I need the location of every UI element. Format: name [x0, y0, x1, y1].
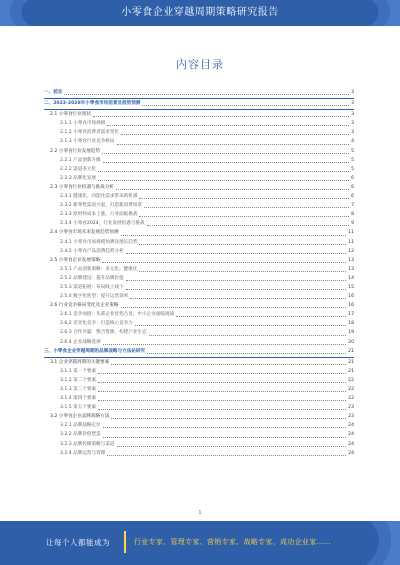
toc-entry[interactable]	[44, 358, 354, 367]
toc-entry-page: 24	[348, 450, 354, 456]
toc-dot-leader	[149, 334, 346, 336]
footer-tagline: 行业专家、管理专家、营销专家、战略专家、成功企业家……	[134, 538, 332, 546]
toc-entry-label: 2.6 行业竞争格局变化及企业策略	[50, 303, 119, 309]
toc-entry-label: 2.2 小零食行业发展趋势	[50, 148, 101, 154]
toc-entry-label: 2.3.3 原材料成本上涨，行业面临挑战	[60, 212, 138, 218]
toc-entry[interactable]	[44, 238, 354, 247]
toc-entry-page: 11	[348, 230, 354, 236]
toc-entry[interactable]	[44, 99, 354, 108]
toc-entry[interactable]	[44, 219, 354, 228]
toc-entry-page: 23	[348, 414, 354, 420]
toc-entry-label: 2.6.2 差异化竞争：打造核心竞争力	[60, 321, 133, 327]
toc-entry-label: 2.4.2 小零食产品消费趋势分析	[60, 248, 124, 254]
toc-entry-page: 20	[348, 339, 354, 345]
toc-entry[interactable]	[44, 367, 354, 376]
toc-entry-label: 2.1.1 小零食市场规模	[60, 121, 106, 127]
toc-dot-leader	[139, 243, 346, 245]
toc-entry-page: 21	[348, 348, 354, 354]
toc-entry[interactable]	[44, 310, 354, 319]
toc-entry-label: 一、前言	[44, 90, 63, 95]
toc-entry-page: 15	[348, 284, 354, 290]
toc-dot-leader	[103, 426, 346, 428]
toc-entry[interactable]	[44, 376, 354, 385]
toc-entry-page: 18	[348, 321, 354, 327]
toc-dot-leader	[64, 93, 349, 95]
toc-entry-page: 6	[351, 194, 354, 200]
toc-dot-leader	[126, 252, 346, 254]
toc-entry-label: 2.2.3 品牌化发展	[60, 175, 97, 181]
toc-entry[interactable]	[44, 88, 354, 97]
toc-entry-label: 3.1.4 第四个要素	[60, 396, 97, 402]
toc-entry-page: 23	[348, 405, 354, 411]
toc-entry-page: 17	[348, 312, 354, 318]
toc-entry-label: 3.1 企业穿越周期的关键要素	[50, 359, 110, 365]
toc-dot-leader	[135, 324, 346, 326]
toc-entry-page: 4	[351, 139, 354, 145]
toc-entry-page: 3	[351, 101, 354, 107]
report-title: 小零食企业穿越周期策略研究报告	[121, 7, 279, 18]
toc-dot-leader	[121, 133, 349, 135]
toc-dot-leader	[121, 234, 347, 236]
toc-entry[interactable]	[44, 128, 354, 137]
toc-entry-label: 2.4.1 小零食市场规模预测及增长趋势	[60, 239, 138, 245]
toc-dot-leader	[142, 104, 349, 106]
toc-entry-label: 3.1.3 第三个要素	[60, 387, 97, 392]
toc-entry-page: 6	[351, 184, 354, 190]
toc-entry-page: 5	[351, 157, 354, 163]
report-header	[0, 0, 400, 26]
toc-entry-label: 3.2.1 品牌战略定位	[60, 423, 101, 429]
toc-entry-label: 2.3.2 新零售渠道兴起，打造新消费场景	[60, 203, 143, 209]
toc-entry[interactable]	[44, 256, 354, 265]
toc-entry[interactable]	[44, 430, 354, 439]
toc-entry-label: 2.5.3 渠道拓展：布局线上线下	[60, 284, 124, 290]
table-of-contents	[44, 88, 354, 458]
toc-dot-leader	[103, 343, 346, 345]
toc-entry-page: 16	[348, 303, 354, 309]
toc-entry-page: 7	[351, 203, 354, 209]
toc-entry-label: 3.2.2 品牌价值塑造	[60, 432, 101, 438]
toc-dot-leader	[103, 161, 349, 163]
toc-dot-leader	[176, 315, 346, 317]
toc-entry[interactable]	[44, 421, 354, 430]
toc-dot-leader	[139, 197, 349, 199]
toc-entry-label: 2.3.1 健康化、功能化需求带来新机遇	[60, 194, 138, 200]
toc-dot-leader	[111, 417, 346, 419]
toc-entry-page: 9	[351, 221, 354, 227]
toc-entry-page: 8	[351, 212, 354, 218]
toc-dot-leader	[98, 408, 346, 410]
footer-divider	[124, 531, 126, 553]
toc-entry-page: 24	[348, 423, 354, 429]
toc-dot-leader	[126, 288, 346, 290]
toc-entry[interactable]	[44, 412, 354, 421]
toc-dot-leader	[98, 390, 346, 392]
page-number: 1	[198, 510, 202, 516]
toc-entry-label: 3.2.3 品牌传播策略与渠道	[60, 441, 115, 447]
toc-entry-page: 13	[348, 257, 354, 263]
toc-entry[interactable]	[44, 147, 354, 156]
toc-entry-label: 2.2.1 产品创新升级	[60, 157, 101, 163]
toc-heading: 内容目录	[176, 58, 224, 71]
toc-entry-label: 二、2023-2028年小零食市场前景及趋势预测	[44, 101, 141, 107]
toc-entry[interactable]	[44, 283, 354, 292]
toc-entry-label: 2.2.2 渠道多元化	[60, 166, 97, 172]
header-wave-decoration-right	[360, 0, 400, 26]
toc-entry[interactable]	[44, 292, 354, 301]
toc-entry-page: 3	[351, 121, 354, 127]
toc-entry[interactable]	[44, 385, 354, 394]
toc-dot-leader	[103, 436, 346, 438]
toc-entry-label: 3.1.2 第二个要素	[60, 377, 97, 383]
toc-entry[interactable]	[44, 449, 354, 458]
toc-entry[interactable]	[44, 228, 354, 237]
toc-entry-page: 12	[348, 248, 354, 254]
toc-entry[interactable]	[44, 301, 354, 310]
toc-entry-page: 13	[348, 266, 354, 272]
toc-dot-leader	[130, 297, 346, 299]
toc-dot-leader	[107, 124, 349, 126]
toc-entry-label: 2.6.3 合作共赢：整合资源，构建产业生态	[60, 330, 147, 336]
toc-dot-leader	[126, 279, 346, 281]
toc-entry[interactable]	[44, 265, 354, 274]
toc-dot-leader	[139, 215, 349, 217]
toc-entry[interactable]	[44, 440, 354, 449]
toc-entry-label: 2.5 小零食企业发展策略	[50, 257, 101, 263]
toc-entry-label: 2.1.3 小零食行业竞争格局	[60, 139, 115, 145]
toc-entry-page: 3	[351, 90, 354, 95]
toc-entry-page: 11	[348, 239, 354, 245]
toc-entry[interactable]	[44, 137, 354, 146]
toc-entry-page: 22	[348, 396, 354, 402]
toc-dot-leader	[116, 188, 349, 190]
toc-dot-leader	[117, 143, 350, 145]
toc-entry[interactable]	[44, 247, 354, 256]
toc-entry-label: 2.3 小零食行业机遇与挑战分析	[50, 184, 114, 190]
toc-entry-page: 21	[348, 368, 354, 374]
toc-entry-page: 5	[351, 166, 354, 172]
toc-entry-label: 2.6.1 竞争加剧：头部企业优势凸显，中小企业面临挑战	[60, 312, 175, 318]
toc-dot-leader	[98, 179, 349, 181]
report-footer	[0, 521, 400, 565]
toc-entry-label: 3.2.4 品牌运营与管理	[60, 450, 106, 456]
toc-entry-page: 24	[348, 441, 354, 447]
toc-dot-leader	[147, 224, 350, 226]
toc-entry[interactable]	[44, 201, 354, 210]
toc-entry[interactable]	[44, 174, 354, 183]
toc-dot-leader	[102, 152, 349, 154]
toc-entry[interactable]	[44, 274, 354, 283]
toc-entry-label: 3.1.1 第一个要素	[60, 368, 97, 374]
toc-entry[interactable]	[44, 328, 354, 337]
toc-entry-page: 5	[351, 148, 354, 154]
toc-entry-label: 2.1.2 小零食消费者需求变化	[60, 130, 120, 136]
toc-entry[interactable]	[44, 119, 354, 128]
toc-entry[interactable]	[44, 403, 354, 412]
toc-entry-label: 3.1.5 第五个要素	[60, 405, 97, 411]
toc-dot-leader	[121, 306, 347, 308]
toc-entry-label: 2.1 小零食行业现状	[50, 112, 91, 118]
toc-entry-page: 6	[351, 175, 354, 181]
toc-entry-page: 19	[348, 330, 354, 336]
toc-entry[interactable]	[44, 210, 354, 219]
toc-dot-leader	[144, 206, 349, 208]
toc-dot-leader	[98, 381, 346, 383]
toc-entry-page: 24	[348, 432, 354, 438]
toc-entry[interactable]	[44, 183, 354, 192]
toc-entry-label: 3.2 小零食企业品牌战略方法	[50, 414, 110, 420]
toc-entry-label: 2.6.4 企业战略选择	[60, 339, 101, 345]
toc-entry[interactable]	[44, 338, 354, 347]
toc-dot-leader	[139, 270, 346, 272]
toc-dot-leader	[117, 445, 347, 447]
toc-dot-leader	[98, 170, 349, 172]
toc-entry-page: 16	[348, 294, 354, 300]
toc-dot-leader	[102, 261, 346, 263]
toc-entry-page: 3	[351, 130, 354, 136]
toc-dot-leader	[98, 399, 346, 401]
toc-entry-page: 21	[348, 359, 354, 365]
toc-dot-leader	[111, 363, 346, 365]
toc-entry[interactable]	[44, 319, 354, 328]
toc-dot-leader	[93, 115, 349, 117]
toc-entry-page: 3	[351, 112, 354, 118]
toc-entry[interactable]	[44, 156, 354, 165]
toc-dot-leader	[98, 372, 346, 374]
toc-entry-label: 2.3.4 小零食2024，行业发展机遇与挑战	[60, 221, 145, 227]
toc-entry-label: 三、小零食企业穿越周期的品牌战略与方法论研究	[44, 348, 146, 354]
toc-entry[interactable]	[44, 394, 354, 403]
toc-entry[interactable]	[44, 192, 354, 201]
footer-slogan: 让每个人都能成为	[46, 538, 110, 547]
toc-entry-label: 2.4 小零食市场未来发展趋势预测	[50, 230, 119, 236]
toc-entry[interactable]	[44, 110, 354, 119]
toc-entry[interactable]	[44, 347, 354, 356]
toc-entry-page: 22	[348, 387, 354, 392]
toc-entry-label: 2.5.1 产品创新策略：多元化、健康化	[60, 266, 138, 272]
footer-wave-decoration	[320, 521, 400, 565]
toc-entry-page: 14	[348, 275, 354, 281]
toc-dot-leader	[107, 454, 346, 456]
toc-entry-label: 2.5.4 数字化转型：提升运营效率	[60, 294, 129, 300]
toc-entry[interactable]	[44, 165, 354, 174]
toc-entry-page: 22	[348, 377, 354, 383]
toc-dot-leader	[147, 352, 346, 354]
toc-entry-label: 2.5.2 品牌建设：提升品牌价值	[60, 275, 124, 281]
